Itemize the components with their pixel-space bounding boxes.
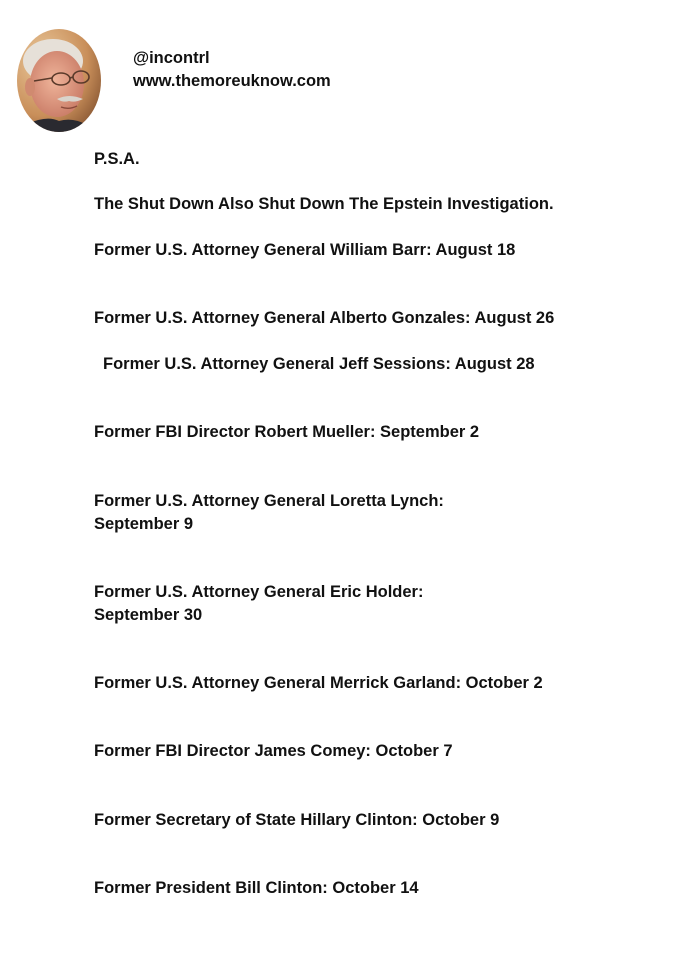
- list-item: [94, 581, 423, 627]
- list-item: Former U.S. Attorney General Merrick Garland: October 2: [94, 674, 543, 692]
- list-item-date: September 30: [94, 606, 203, 624]
- headline: The Shut Down Also Shut Down The Epstein Investigation.: [94, 195, 554, 213]
- list-item: Former U.S. Attorney General Alberto Gonzales: August 26: [94, 309, 555, 327]
- author-handle[interactable]: @incontrl: [133, 49, 210, 67]
- list-item: Former U.S. Attorney General Jeff Sessions: August 28: [103, 355, 535, 373]
- list-item: [94, 490, 444, 536]
- list-item-line: Former U.S. Attorney General Loretta Lynch:: [94, 492, 444, 510]
- avatar: [17, 29, 101, 132]
- list-item-line: Former U.S. Attorney General Eric Holder:: [94, 583, 424, 601]
- author-info: [133, 47, 331, 93]
- list-item: Former Secretary of State Hillary Clinton: October 9: [94, 811, 500, 829]
- psa-label: P.S.A.: [94, 150, 140, 168]
- author-website[interactable]: www.themoreuknow.com: [133, 72, 331, 90]
- list-item-date: September 9: [94, 515, 194, 533]
- profile-photo-icon: [17, 29, 101, 132]
- list-item: Former U.S. Attorney General William Barr: August 18: [94, 241, 516, 259]
- list-item: Former FBI Director Robert Mueller: September 2: [94, 423, 480, 441]
- list-item: Former FBI Director James Comey: October 7: [94, 742, 453, 760]
- list-item: Former President Bill Clinton: October 14: [94, 879, 419, 897]
